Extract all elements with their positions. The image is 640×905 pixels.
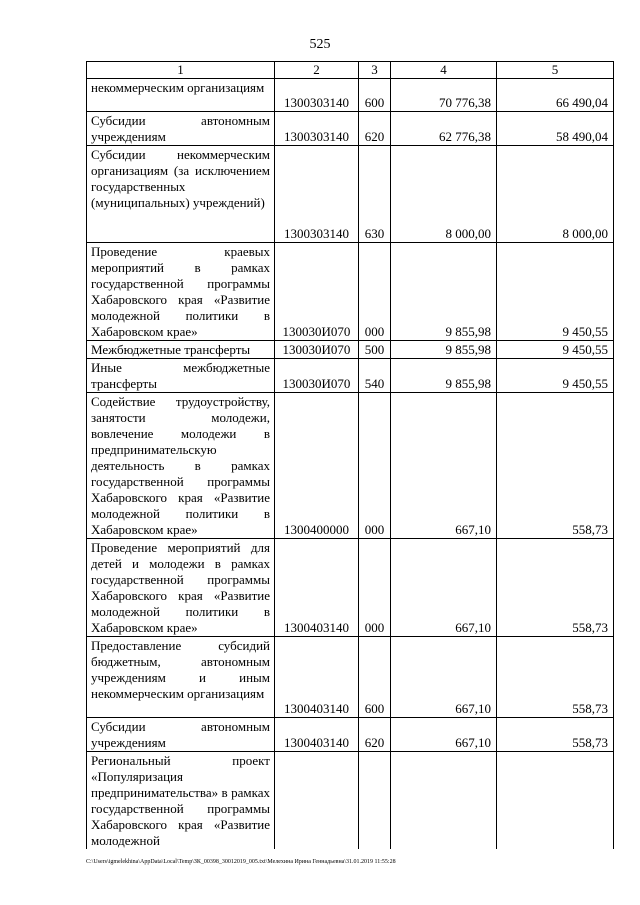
- file-path-footer: C:\Users\igmelekhina\AppData\Local\Temp\ЗК_00398_30012019_005.txt\Мелехина Ирина Геннадьевна\31.01.2019 11:55:28: [86, 859, 396, 865]
- row-value-1: 70 776,38: [391, 79, 497, 112]
- row-type: 620: [359, 112, 391, 146]
- row-name: Субсидии некоммерческим организациям (за исключением государственных (муниципальных) учреждений): [87, 146, 275, 243]
- row-type: 540: [359, 359, 391, 393]
- row-value-2: 558,73: [497, 718, 614, 752]
- header-col-3: 3: [359, 62, 391, 79]
- table-row: [87, 539, 614, 637]
- row-name: Проведение краевых мероприятий в рамках государственной программы Хабаровского края «Развитие молодежной политики в Хабаровском крае»: [87, 243, 275, 341]
- row-type: 600: [359, 637, 391, 718]
- header-col-2: 2: [275, 62, 359, 79]
- row-name: Проведение мероприятий для детей и молодежи в рамках государственной программы Хабаровского края «Развитие молодежной политики в Хабаровском крае»: [87, 539, 275, 637]
- table-row: [87, 341, 614, 359]
- row-type: 500: [359, 341, 391, 359]
- row-type: 630: [359, 146, 391, 243]
- page-number: 525: [309, 37, 331, 52]
- row-type: 000: [359, 393, 391, 539]
- row-value-2: 9 450,55: [497, 359, 614, 393]
- table-row: [87, 393, 614, 539]
- table-row: [87, 243, 614, 341]
- row-value-1: 667,10: [391, 539, 497, 637]
- header-row: [87, 62, 614, 79]
- row-type: 620: [359, 718, 391, 752]
- row-value-2: 66 490,04: [497, 79, 614, 112]
- row-value-2: 58 490,04: [497, 112, 614, 146]
- row-name: Содействие трудоустройству, занятости молодежи, вовлечение молодежи в предпринимательскую деятельность в рамках государственной программы Хабаровского края «Развитие молодежной политики в Хабаровском крае»: [87, 393, 275, 539]
- row-name: Субсидии автономным учреждениям: [87, 112, 275, 146]
- table-row: [87, 359, 614, 393]
- row-value-2: 9 450,55: [497, 243, 614, 341]
- table-row: [87, 112, 614, 146]
- table-row: [87, 79, 614, 112]
- table-row: [87, 752, 614, 850]
- row-code: 1300303140: [275, 146, 359, 243]
- row-value-1: [391, 752, 497, 850]
- row-type: [359, 752, 391, 850]
- header-col-4: 4: [391, 62, 497, 79]
- row-code: 1300303140: [275, 112, 359, 146]
- row-type: 000: [359, 539, 391, 637]
- table-row: [87, 146, 614, 243]
- table-row: [87, 637, 614, 718]
- row-code: 130030И070: [275, 341, 359, 359]
- row-name: Региональный проект «Популяризация предпринимательства» в рамках государственной программы Хабаровского края «Развитие молодежной: [87, 752, 275, 850]
- row-value-2: 8 000,00: [497, 146, 614, 243]
- row-value-1: 667,10: [391, 637, 497, 718]
- row-name: Иные межбюджетные трансферты: [87, 359, 275, 393]
- row-code: 1300400000: [275, 393, 359, 539]
- row-name: некоммерческим организациям: [87, 79, 275, 112]
- row-value-1: 9 855,98: [391, 359, 497, 393]
- row-code: [275, 752, 359, 850]
- header-col-5: 5: [497, 62, 614, 79]
- row-type: 000: [359, 243, 391, 341]
- row-code: 1300303140: [275, 79, 359, 112]
- row-value-2: [497, 752, 614, 850]
- row-code: 1300403140: [275, 539, 359, 637]
- row-code: 130030И070: [275, 359, 359, 393]
- row-code: 1300403140: [275, 637, 359, 718]
- row-value-1: 9 855,98: [391, 243, 497, 341]
- row-code: 1300403140: [275, 718, 359, 752]
- row-name: Предоставление субсидий бюджетным, автономным учреждениям и иным некоммерческим организациям: [87, 637, 275, 718]
- row-value-1: 667,10: [391, 718, 497, 752]
- budget-table: [86, 61, 614, 849]
- row-value-1: 62 776,38: [391, 112, 497, 146]
- row-code: 130030И070: [275, 243, 359, 341]
- row-value-1: 8 000,00: [391, 146, 497, 243]
- row-value-2: 558,73: [497, 539, 614, 637]
- row-type: 600: [359, 79, 391, 112]
- row-name: Субсидии автономным учреждениям: [87, 718, 275, 752]
- row-value-2: 558,73: [497, 393, 614, 539]
- table-row: [87, 718, 614, 752]
- row-name: Межбюджетные трансферты: [87, 341, 275, 359]
- row-value-2: 9 450,55: [497, 341, 614, 359]
- row-value-1: 9 855,98: [391, 341, 497, 359]
- row-value-2: 558,73: [497, 637, 614, 718]
- row-value-1: 667,10: [391, 393, 497, 539]
- header-col-1: 1: [87, 62, 275, 79]
